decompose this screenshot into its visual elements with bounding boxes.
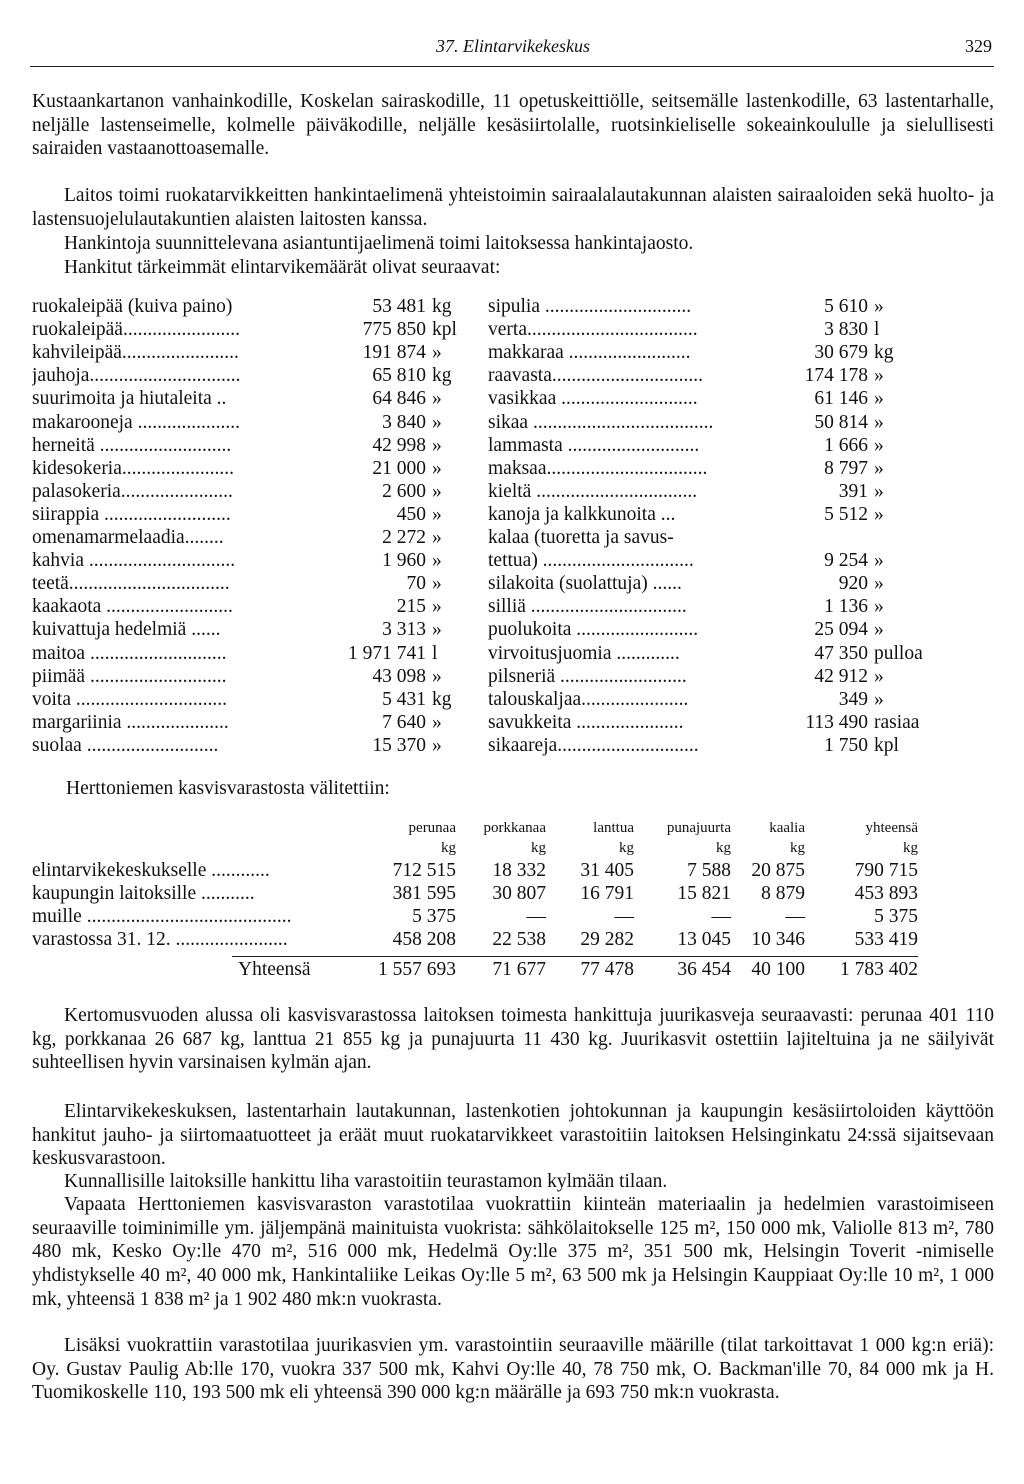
column-header: [450, 818, 546, 858]
item-quantity: 450: [396, 503, 426, 525]
list-item: [488, 342, 898, 366]
list-item: [488, 689, 898, 713]
column-name: punajuurta: [666, 820, 731, 836]
item-unit: »: [432, 711, 442, 733]
column-name: perunaa: [408, 820, 456, 836]
item-quantity: 2 600: [382, 480, 426, 502]
item-unit: »: [874, 573, 884, 595]
item-label: teetä.................................: [32, 573, 230, 595]
table-row: [32, 883, 994, 907]
item-label: suolaa ...........................: [32, 734, 219, 756]
list-item: [488, 573, 898, 597]
item-label: ruokaleipää (kuiva paino): [32, 296, 233, 317]
item-label: savukkeita ......................: [488, 711, 684, 733]
item-label: makarooneja .....................: [32, 411, 240, 433]
row-label: kaupungin laitoksille ...........: [32, 883, 255, 904]
paragraph-procurement: Laitos toimi ruokatarvikkeitten hankintaelimenä yhteistoimin sairaalalautakunnan alaisten sairaaloiden sekä huolto- ja lastensuojelulautakuntien alaisten laitosten kanssa.: [32, 185, 994, 230]
paragraph-central-warehouse: Elintarvikekeskuksen, lastentarhain lautakunnan, lastenkotien johtokunnan ja kaupungin kesäsiirtoloiden käyttöön hankitut jauho- ja siirtomaatuotteet ja eräät muut ruokatarvikkeet varastoitiin laitoksen Helsinginkatu 24:ssä sijaitsevaan keskusvarastoon.: [32, 1101, 994, 1170]
list-item: [32, 296, 482, 320]
table-cell: 381 595: [392, 883, 456, 904]
header-title: 37. Elintarvikekeskus: [436, 36, 590, 56]
list-item: [488, 666, 898, 690]
list-item: [32, 319, 482, 343]
item-quantity: 43 098: [372, 665, 426, 687]
item-unit: »: [874, 457, 884, 479]
item-label: makkaraa .........................: [488, 342, 691, 364]
item-unit: »: [874, 296, 884, 317]
item-unit: l: [432, 642, 438, 664]
item-label: siirappia ..........................: [32, 503, 231, 525]
table-cell: 5 375: [874, 906, 918, 927]
item-quantity: 1 960: [382, 550, 426, 572]
list-item: [32, 735, 482, 759]
column-name: lanttua: [593, 820, 634, 836]
list-item: [488, 596, 898, 620]
column-name: porkkanaa: [483, 820, 546, 836]
item-quantity: 9 254: [824, 550, 868, 572]
item-quantity: 64 846: [372, 388, 426, 410]
table-cell: —: [526, 906, 546, 927]
list-item: [32, 412, 482, 436]
item-quantity: 47 350: [814, 642, 868, 664]
row-label: muille ..........................................: [32, 906, 292, 927]
item-quantity: 349: [838, 688, 868, 710]
item-label: voita ...............................: [32, 688, 227, 710]
table-cell: 77 478: [580, 959, 634, 980]
row-label: varastossa 31. 12. .......................: [32, 929, 288, 950]
item-label: vasikkaa ............................: [488, 388, 698, 410]
item-quantity: 3 840: [382, 411, 426, 433]
item-unit: »: [874, 434, 884, 456]
item-unit: kpl: [432, 319, 457, 341]
list-item: [32, 435, 482, 459]
item-quantity: 50 814: [814, 411, 868, 433]
list-item: [488, 435, 898, 459]
list-item: [32, 619, 482, 643]
item-quantity: 3 830: [824, 319, 868, 341]
item-quantity: 775 850: [362, 319, 426, 341]
item-unit: »: [874, 411, 884, 433]
table-cell: 5 375: [412, 906, 456, 927]
item-label: kaakaota ..........................: [32, 596, 233, 618]
table-cell: 36 454: [677, 959, 731, 980]
item-label: kanoja ja kalkkunoita ...: [488, 503, 676, 525]
table-cell: 1 783 402: [840, 959, 918, 980]
list-item: [32, 596, 482, 620]
list-item: [488, 412, 898, 436]
paragraph-meat-storage: Kunnallisille laitoksille hankittu liha varastoitiin teurastamon kylmään tilaan.: [64, 1171, 668, 1192]
item-label: pilsneriä ..........................: [488, 665, 687, 687]
item-unit: »: [432, 388, 442, 410]
item-quantity: 30 679: [814, 342, 868, 364]
item-label: jauhoja...............................: [32, 365, 241, 387]
list-item: [32, 666, 482, 690]
table-row: [32, 860, 994, 884]
column-unit: kg: [531, 840, 546, 856]
item-quantity: 2 272: [382, 527, 426, 548]
list-item: [488, 504, 898, 528]
item-label: suurimoita ja hiutaleita ..: [32, 388, 227, 410]
item-quantity: 70: [406, 573, 426, 595]
item-unit: »: [432, 342, 442, 364]
column-header: [822, 818, 918, 858]
list-item: [488, 365, 898, 389]
column-unit: kg: [790, 840, 805, 856]
item-unit: »: [432, 665, 442, 687]
item-unit: »: [432, 619, 442, 641]
item-label: sikaareja.............................: [488, 734, 699, 756]
item-unit: »: [432, 503, 442, 525]
list-item: [32, 388, 482, 412]
item-label: sipulia ..............................: [488, 296, 692, 317]
item-quantity: 3 313: [382, 619, 426, 641]
item-unit: l: [874, 319, 880, 341]
table-row: [32, 929, 994, 953]
table-cell: 7 588: [687, 860, 731, 881]
table-cell: 453 893: [854, 883, 918, 904]
column-unit: kg: [903, 840, 918, 856]
list-item: [32, 643, 482, 667]
item-quantity: 65 810: [372, 365, 426, 387]
list-item: [32, 458, 482, 482]
item-unit: kg: [432, 365, 452, 387]
item-label: ruokaleipää........................: [32, 319, 240, 341]
table-cell: 71 677: [492, 959, 546, 980]
item-unit: »: [432, 480, 442, 502]
item-unit: »: [432, 457, 442, 479]
item-unit: kpl: [874, 734, 899, 756]
item-quantity: 21 000: [372, 457, 426, 479]
list-item: [32, 550, 482, 574]
table-row: [32, 906, 994, 930]
column-unit: kg: [441, 840, 456, 856]
item-label: palasokeria.......................: [32, 480, 233, 502]
item-unit: »: [874, 480, 884, 502]
paragraph-subcommittee: Hankintoja suunnittelevana asiantuntijaelimenä toimi laitoksessa hankintajaosto.: [64, 233, 694, 254]
item-unit: kg: [432, 688, 452, 710]
item-label: virvoitusjuomia .............: [488, 642, 680, 664]
item-quantity: 920: [838, 573, 868, 595]
paragraph-rentals: Vapaata Herttoniemen kasvisvaraston varastotilaa vuokrattiin kiinteän materiaalin ja hedelmien varastoimiseen seuraaville toiminimille ym. jäljempänä mainituista vuokrista: sähkölaitokselle 125 m², 150 000 mk, Valiolle 813 m², 780 480 mk, Kesko Oy:lle 470 m², 516 000 mk, Hedelmä Oy:lle 375 m², 351 500 mk, Helsingin Toverit -nimiselle yhdistykselle 40 m², 40 000 mk, Hankintaliike Leikas Oy:lle 5 m², 63 500 mk ja Helsingin Kauppiaat Oy:lle 10 m², 1 000 mk, yhteensä 1 838 m² ja 1 902 480 mk:n vuokrasta.: [32, 1194, 994, 1310]
item-quantity: 113 490: [805, 711, 868, 733]
list-item: [488, 711, 920, 736]
table-cell: 1 557 693: [378, 959, 456, 980]
table-cell: 30 807: [492, 883, 546, 904]
paragraph-intro: Kustaankartanon vanhainkodille, Koskelan sairaskodille, 11 opetuskeittiölle, seitsemälle lastenkodille, 63 lastentarhalle, neljälle lastenseimelle, kolmelle päiväkodille, neljälle kesäsiirtolalle, ruotsinkieliselle sokeainkoululle ja sielullisesti sairaiden vastaanottoasemalle.: [32, 91, 994, 160]
list-item: [32, 573, 482, 597]
item-label: talouskaljaa......................: [488, 688, 689, 710]
item-quantity: 1 136: [824, 596, 868, 618]
paragraph-root-vegetables: Kertomusvuoden alussa oli kasvisvarastossa laitoksen toimesta hankittuja juurikasveja seuraavasti: perunaa 401 110 kg, porkkanaa 26 687 kg, lanttua 21 855 kg ja punajuurta 11 430 kg. Juurikasvit ostettiin lajiteltuina ja ne säilyivät suhteellisen hyvin varsinaisen kylmän ajan.: [32, 1005, 994, 1074]
table-cell: 458 208: [392, 929, 456, 950]
column-header: [709, 818, 805, 858]
item-label: raavasta...............................: [488, 365, 703, 387]
table-cell: —: [614, 906, 634, 927]
item-label: maksaa.................................: [488, 457, 708, 479]
list-item: [32, 342, 482, 366]
list-item: [32, 689, 482, 713]
item-quantity: 42 998: [372, 434, 426, 456]
table-cell: 10 346: [751, 929, 805, 950]
column-name: yhteensä: [865, 820, 918, 836]
item-unit: »: [874, 388, 884, 410]
item-quantity: 1 666: [824, 434, 868, 456]
item-quantity: 1 750: [824, 734, 868, 756]
column-name: kaalia: [769, 820, 805, 836]
item-quantity: 1 971 741: [348, 642, 426, 664]
item-quantity: 5 431: [382, 688, 426, 710]
table-cell: 31 405: [580, 860, 634, 881]
item-unit: kg: [432, 296, 452, 317]
vegetable-table-title: Herttoniemen kasvisvarastosta välitettiin:: [66, 778, 390, 799]
list-item: [488, 550, 898, 574]
list-item: [488, 458, 898, 482]
item-quantity: 174 178: [804, 365, 868, 387]
list-item: [32, 527, 482, 551]
table-cell: 22 538: [492, 929, 546, 950]
table-total-row: [32, 959, 994, 983]
item-quantity: 53 481: [372, 296, 426, 317]
page-number: 329: [965, 36, 992, 56]
item-unit: »: [432, 434, 442, 456]
item-label: lammasta ...........................: [488, 434, 700, 456]
item-unit: »: [874, 619, 884, 641]
list-item: [488, 619, 898, 643]
table-cell: 13 045: [677, 929, 731, 950]
table-cell: 29 282: [580, 929, 634, 950]
item-label: kahvia ..............................: [32, 550, 236, 572]
list-item: [32, 481, 482, 505]
item-quantity: 215: [396, 596, 426, 618]
item-label: kuivattuja hedelmiä ......: [32, 619, 221, 641]
item-unit: pulloa: [874, 642, 923, 664]
header-rule: [30, 66, 994, 67]
table-cell: 16 791: [580, 883, 634, 904]
table-cell: —: [785, 906, 805, 927]
item-unit: »: [432, 734, 442, 756]
item-unit: »: [432, 411, 442, 433]
list-item: [488, 527, 898, 551]
table-cell: 712 515: [392, 860, 456, 881]
item-label: puolukoita .........................: [488, 619, 699, 641]
item-unit: »: [432, 527, 442, 548]
item-unit: »: [874, 665, 884, 687]
item-label: verta...................................: [488, 319, 698, 341]
item-unit: »: [874, 550, 884, 572]
column-unit: kg: [619, 840, 634, 856]
running-header: [32, 34, 994, 64]
item-label: silakoita (suolattuja) ......: [488, 573, 682, 595]
item-label: piimää ............................: [32, 665, 227, 687]
item-quantity: 15 370: [372, 734, 426, 756]
item-label: omenamarmelaadia........: [32, 527, 224, 548]
item-label: kahvileipää........................: [32, 342, 239, 364]
column-unit: kg: [716, 840, 731, 856]
paragraph-additional-rentals: Lisäksi vuokrattiin varastotilaa juurikasvien ym. varastointiin seuraaville määrille (tilat tarkoittavat 1 000 kg:n eriä): Oy. Gustav Paulig Ab:lle 170, vuokra 337 500 mk, Kahvi Oy:lle 40, 78 750 mk, O. Backman'ille 70, 84 000 mk ja H. Tuomikoskelle 110, 193 500 mk eli yhteensä 390 000 kg:n määrälle ja 693 750 mk:n vuokrasta.: [32, 1335, 994, 1404]
item-quantity: 8 797: [824, 457, 868, 479]
item-quantity: 391: [838, 480, 868, 502]
list-item: [488, 296, 898, 320]
row-label: elintarvikekeskukselle ............: [32, 860, 270, 881]
list-item: [488, 319, 898, 343]
item-label: herneitä ...........................: [32, 434, 232, 456]
list-item: [32, 504, 482, 528]
item-label: margariinia .....................: [32, 711, 229, 733]
table-cell: 40 100: [751, 959, 805, 980]
item-unit: »: [432, 550, 442, 572]
list-item: [488, 735, 898, 759]
item-unit: »: [432, 596, 442, 618]
table-cell: 15 821: [677, 883, 731, 904]
item-label: kalaa (tuoretta ja savus-: [488, 527, 674, 548]
total-rule: [232, 956, 918, 957]
item-label: maitoa ............................: [32, 642, 227, 664]
total-label: Yhteensä: [238, 959, 311, 980]
item-label: sikaa .....................................: [488, 411, 714, 433]
item-quantity: 7 640: [382, 711, 426, 733]
table-cell: —: [711, 906, 731, 927]
item-unit: »: [874, 596, 884, 618]
list-item: [32, 365, 482, 389]
list-item: [488, 642, 923, 667]
item-unit: »: [874, 503, 884, 525]
item-quantity: 61 146: [814, 388, 868, 410]
item-unit: rasiaa: [874, 711, 920, 733]
table-cell: 8 879: [761, 883, 805, 904]
item-quantity: 191 874: [362, 342, 426, 364]
item-unit: kg: [874, 342, 894, 364]
column-header: [360, 818, 456, 858]
item-unit: »: [432, 573, 442, 595]
column-header: [538, 818, 634, 858]
item-label: tettua) ...............................: [488, 550, 694, 572]
item-quantity: 5 610: [824, 296, 868, 317]
item-label: kidesokeria.......................: [32, 457, 235, 479]
item-label: kieltä .................................: [488, 480, 698, 502]
item-quantity: 5 512: [824, 503, 868, 525]
item-quantity: 42 912: [814, 665, 868, 687]
paragraph-list-intro: Hankitut tärkeimmät elintarvikemäärät olivat seuraavat:: [64, 257, 501, 278]
table-cell: 20 875: [751, 860, 805, 881]
table-cell: 790 715: [854, 860, 918, 881]
list-item: [488, 481, 898, 505]
item-label: silliä ................................: [488, 596, 687, 618]
item-unit: »: [874, 365, 884, 387]
table-cell: 533 419: [854, 929, 918, 950]
table-cell: 18 332: [492, 860, 546, 881]
item-quantity: 25 094: [814, 619, 868, 641]
list-item: [488, 388, 898, 412]
list-item: [32, 712, 482, 736]
item-unit: »: [874, 688, 884, 710]
